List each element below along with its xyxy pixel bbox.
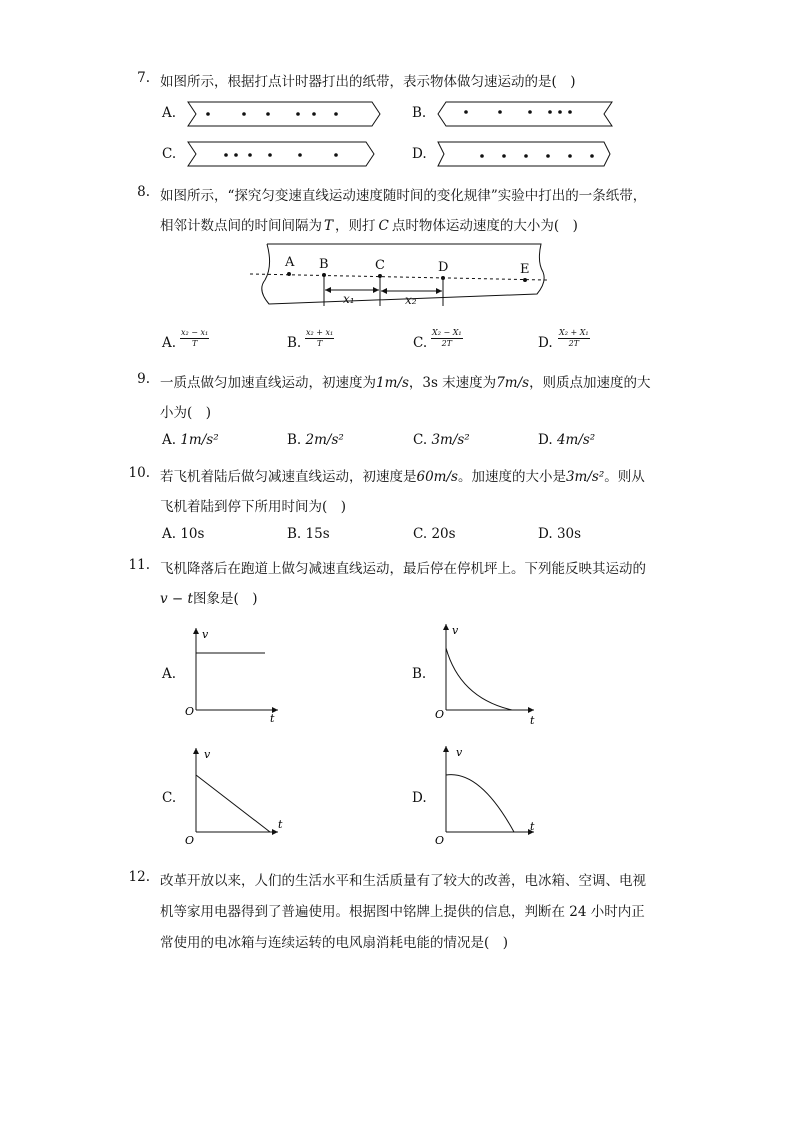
q8-stem-part-b: ，则打 (335, 218, 376, 234)
q11-d-origin: O (435, 834, 445, 847)
q10-option-b-label: B. (287, 526, 302, 542)
q8-stem-part-a: 相邻计数点间的时间间隔为 (160, 218, 322, 234)
q11-a-axis-v: v (202, 628, 209, 641)
q9-stem-line1 (160, 371, 651, 391)
q8-option-d-num: X₂ + X₁ (559, 328, 589, 337)
q8-option-b-label: B. (287, 335, 302, 351)
q7-stem: 如图所示，根据打点计时器打出的纸带，表示物体做匀速运动的是( ) (160, 74, 576, 90)
q11-stem-line2 (160, 587, 258, 607)
q8-option-b-frac (305, 328, 334, 349)
q11-vt-symbol: v − t (160, 591, 193, 607)
q9-stem-part-b: ，3s 末速度为 (408, 375, 497, 391)
q10-v0: 60m/s (416, 469, 458, 485)
q8-option-a-den: T (191, 339, 198, 348)
q9-option-a-value: 1m/s² (180, 432, 219, 448)
q8-stem-line2 (160, 214, 578, 234)
q11-c-origin: O (185, 834, 195, 847)
q9-stem-part-c: ，则质点加速度的大 (529, 375, 651, 391)
q10-option-d-value: 30s (556, 526, 582, 542)
q11-b-axis-t: t (530, 714, 535, 727)
q9-option-b-value: 2m/s² (305, 432, 344, 448)
q10-option-d-label: D. (538, 526, 553, 542)
q7-number: 7. (137, 70, 150, 86)
q12-stem-line3: 常使用的电冰箱与连续运转的电风扇消耗电能的情况是( ) (160, 935, 509, 951)
q7-tape-c (186, 140, 376, 168)
q11-a-origin: O (185, 705, 195, 718)
q9-v0: 1m/s (376, 375, 409, 391)
q11-d-axis-v: v (456, 746, 463, 759)
q11-b-axis-v: v (452, 624, 459, 637)
tape-label-c: C (375, 258, 385, 273)
q11-a-axis-t: t (270, 712, 275, 725)
q9-stem-part-a: 一质点做匀加速直线运动，初速度为 (160, 375, 376, 391)
tape-x1-label: x₁ (343, 292, 355, 306)
q12-number: 12. (128, 869, 150, 885)
q11-option-a-label: A. (162, 666, 177, 682)
q8-option-d-frac (558, 328, 590, 349)
q7-tape-b (436, 100, 616, 128)
q9-option-c (413, 432, 470, 448)
q9-option-c-value: 3m/s² (431, 432, 470, 448)
q8-option-a-num: x₂ − x₁ (181, 328, 209, 337)
q10-number: 10. (128, 465, 150, 481)
tape-label-d: D (438, 260, 449, 275)
tape-label-b: B (319, 257, 329, 272)
q11-option-d-label: D. (412, 790, 427, 806)
q11-c-axis-v: v (204, 748, 211, 761)
q7-tape-d (436, 140, 612, 168)
q7-option-d-label: D. (412, 146, 427, 162)
q10-option-a-value: 10s (180, 526, 205, 542)
q7-option-a-label: A. (162, 105, 177, 121)
q9-option-d (538, 432, 595, 448)
q9-option-d-value: 4m/s² (556, 432, 596, 448)
q8-option-c-label: C. (413, 335, 428, 351)
tape-label-a: A (285, 255, 295, 270)
q8-stem-part-c: 点时物体运动速度的大小为( ) (391, 218, 578, 234)
q8-option-a-frac (180, 328, 209, 349)
q8-stem-line1: 如图所示，“探究匀变速直线运动速度随时间的变化规律”实验中打出的一条纸带， (160, 188, 647, 204)
q10-option-a-label: A. (162, 526, 177, 542)
q12-stem-line1: 改革开放以来，人们的生活水平和生活质量有了较大的改善，电冰箱、空调、电视 (160, 873, 646, 889)
q10-stem-part-c: 。则从 (604, 469, 645, 485)
q11-graph-a (180, 620, 290, 730)
q8-option-c-frac (431, 328, 463, 349)
q9-option-d-label: D. (538, 432, 553, 448)
q8-option-c-den: 2T (441, 339, 453, 348)
q8-var-t: T (324, 218, 334, 234)
q11-stem-line1: 飞机降落后在跑道上做匀减速直线运动，最后停在停机坪上。下列能反映其运动的 (160, 561, 646, 577)
q9-option-b (287, 432, 344, 448)
q7-tape-a (186, 100, 382, 128)
q11-graph-d (430, 740, 546, 850)
q11-c-axis-t: t (278, 818, 283, 831)
q8-option-c-num: X₂ − X₁ (432, 328, 462, 337)
q11-d-axis-t: t (530, 820, 535, 833)
tape-label-e: E (520, 262, 530, 277)
q12-stem-line2: 机等家用电器得到了普遍使用。根据图中铭牌上提供的信息，判断在 24 小时内正 (160, 904, 645, 920)
q8-number: 8. (137, 184, 150, 200)
q11-option-c-label: C. (162, 790, 177, 806)
q10-stem-part-b: 。加速度的大小是 (457, 469, 566, 485)
q10-option-d (538, 526, 581, 542)
q7-option-b-label: B. (412, 105, 427, 121)
q9-option-a (162, 432, 219, 448)
q8-tape-diagram (245, 242, 555, 310)
q10-stem-part-a: 若飞机着陆后做匀减速直线运动，初速度是 (160, 469, 417, 485)
q10-stem-line2: 飞机着陆到停下所用时间为( ) (160, 499, 347, 515)
q9-number: 9. (137, 371, 150, 387)
q8-option-d-label: D. (538, 335, 553, 351)
q10-acceleration: 3m/s² (565, 469, 605, 485)
q9-option-b-label: B. (287, 432, 302, 448)
q8-option-a-label: A. (162, 335, 177, 351)
q11-stem-part: 图象是( ) (192, 591, 258, 607)
q8-option-d-den: 2T (568, 339, 580, 348)
q9-option-c-label: C. (413, 432, 428, 448)
q11-number: 11. (128, 557, 150, 573)
q7-option-c-label: C. (162, 146, 177, 162)
q11-graph-c (180, 740, 290, 850)
q10-option-c-label: C. (413, 526, 428, 542)
q10-option-c-value: 20s (431, 526, 456, 542)
q10-option-b (287, 526, 330, 542)
q8-option-b-den: T (316, 339, 323, 348)
q11-option-b-label: B. (412, 666, 427, 682)
q11-graph-b (430, 618, 546, 730)
q9-option-a-label: A. (162, 432, 177, 448)
q9-stem-line2: 小为( ) (160, 405, 212, 421)
q10-option-a (162, 526, 204, 542)
q9-v1: 7m/s (496, 375, 530, 391)
q10-stem-line1 (160, 465, 645, 485)
q10-option-b-value: 15s (305, 526, 330, 542)
q11-b-origin: O (435, 708, 445, 721)
tape-x2-label: x₂ (405, 293, 417, 307)
q8-var-c: C (378, 218, 389, 234)
q8-option-b-num: x₂ + x₁ (306, 328, 334, 337)
q10-option-c (413, 526, 456, 542)
